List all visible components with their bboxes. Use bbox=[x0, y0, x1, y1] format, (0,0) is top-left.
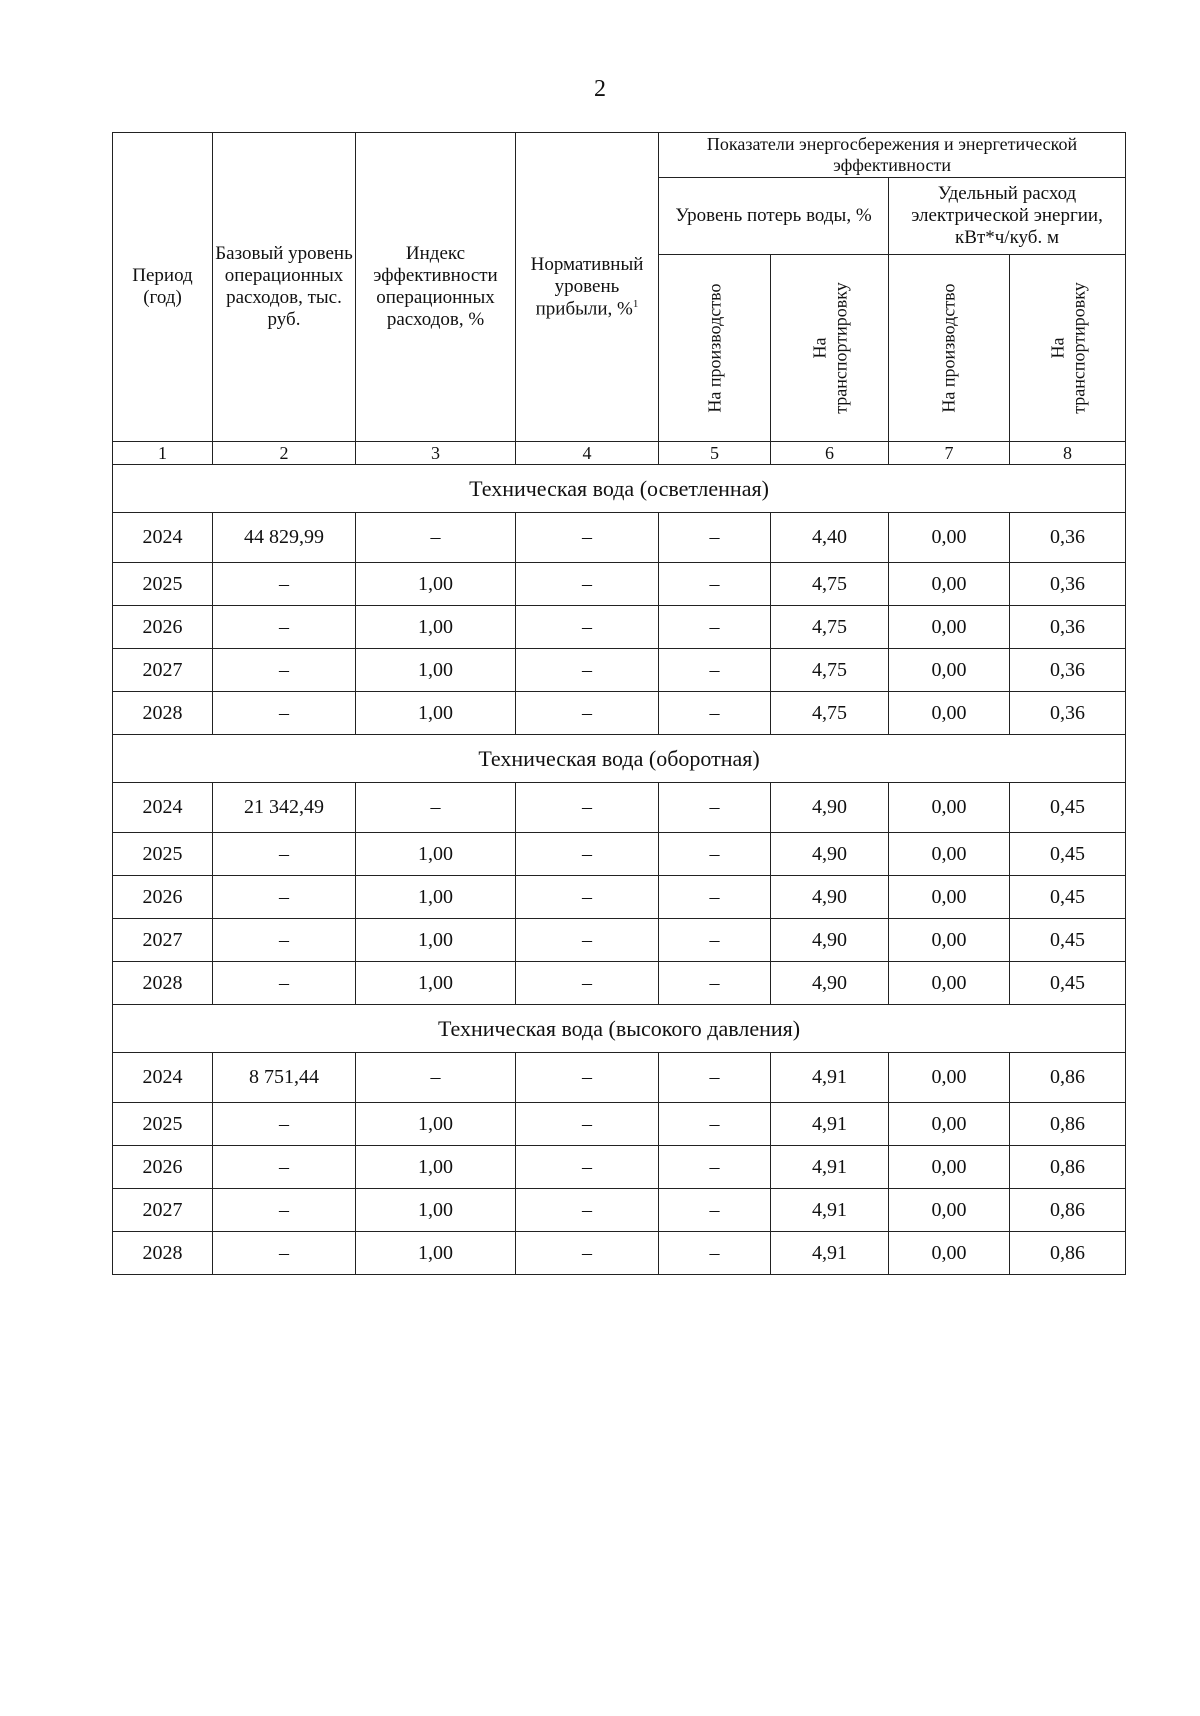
table-cell: – bbox=[516, 876, 659, 919]
table-cell: 1,00 bbox=[356, 649, 516, 692]
table-cell: 0,45 bbox=[1010, 919, 1126, 962]
table-cell: 1,00 bbox=[356, 563, 516, 606]
header-electricity-use: Удельный расход электрической энергии, кВт*ч/куб. м bbox=[889, 178, 1126, 255]
table-cell: 1,00 bbox=[356, 1146, 516, 1189]
table-cell: 8 751,44 bbox=[213, 1053, 356, 1103]
header-normative-profit-label: Нормативный уровень прибыли, % bbox=[530, 254, 644, 320]
column-number: 3 bbox=[356, 442, 516, 465]
table-cell: 44 829,99 bbox=[213, 513, 356, 563]
table-cell: 0,00 bbox=[889, 692, 1010, 735]
table-row bbox=[113, 649, 1126, 692]
section-row bbox=[113, 465, 1126, 513]
table-cell: – bbox=[213, 1232, 356, 1275]
table-cell: 4,90 bbox=[771, 919, 889, 962]
table-cell: 4,91 bbox=[771, 1146, 889, 1189]
table-row bbox=[113, 563, 1126, 606]
table-cell: – bbox=[356, 513, 516, 563]
table-cell: – bbox=[659, 649, 771, 692]
section-title: Техническая вода (осветленная) bbox=[113, 465, 1126, 513]
tariff-table bbox=[112, 132, 1126, 1275]
table-cell: – bbox=[659, 833, 771, 876]
table-cell: 0,00 bbox=[889, 962, 1010, 1005]
table-cell: 0,00 bbox=[889, 1103, 1010, 1146]
table-cell: – bbox=[213, 962, 356, 1005]
table-cell: 4,75 bbox=[771, 649, 889, 692]
table-cell: – bbox=[213, 1103, 356, 1146]
header-electricity-transport-label: На транспортировку bbox=[1046, 282, 1088, 414]
column-number: 2 bbox=[213, 442, 356, 465]
table-cell: – bbox=[213, 1146, 356, 1189]
column-number: 8 bbox=[1010, 442, 1126, 465]
section-title: Техническая вода (высокого давления) bbox=[113, 1005, 1126, 1053]
table-row bbox=[113, 1189, 1126, 1232]
header-water-loss-transport-label: На транспортировку bbox=[808, 282, 850, 414]
header-water-loss-production bbox=[659, 255, 771, 442]
table-cell: – bbox=[213, 606, 356, 649]
table-cell: – bbox=[213, 563, 356, 606]
table-cell: – bbox=[659, 563, 771, 606]
table-cell: – bbox=[516, 1103, 659, 1146]
table-row bbox=[113, 833, 1126, 876]
table-row bbox=[113, 919, 1126, 962]
table-cell: – bbox=[213, 692, 356, 735]
table-cell: 2025 bbox=[113, 833, 213, 876]
table-cell: – bbox=[516, 563, 659, 606]
table-cell: – bbox=[516, 1146, 659, 1189]
table-cell: 0,36 bbox=[1010, 606, 1126, 649]
table-header bbox=[113, 133, 1126, 465]
table-cell: 2028 bbox=[113, 692, 213, 735]
table-cell: 4,91 bbox=[771, 1053, 889, 1103]
table-cell: 1,00 bbox=[356, 876, 516, 919]
table-cell: – bbox=[516, 513, 659, 563]
table-cell: 0,45 bbox=[1010, 876, 1126, 919]
table-row bbox=[113, 962, 1126, 1005]
table-cell: 1,00 bbox=[356, 1189, 516, 1232]
header-water-loss: Уровень потерь воды, % bbox=[659, 178, 889, 255]
table-cell: 0,36 bbox=[1010, 513, 1126, 563]
table-cell: – bbox=[516, 1232, 659, 1275]
header-electricity-transport bbox=[1010, 255, 1126, 442]
table-cell: – bbox=[516, 1053, 659, 1103]
column-number: 6 bbox=[771, 442, 889, 465]
table-cell: – bbox=[659, 513, 771, 563]
header-efficiency-index: Индекс эффективности операционных расходов, % bbox=[356, 133, 516, 442]
table-cell: 0,36 bbox=[1010, 692, 1126, 735]
table-cell: – bbox=[516, 833, 659, 876]
table-cell: 0,00 bbox=[889, 1053, 1010, 1103]
table-cell: 2026 bbox=[113, 1146, 213, 1189]
table-cell: 2027 bbox=[113, 649, 213, 692]
table-cell: 0,00 bbox=[889, 649, 1010, 692]
header-water-loss-production-label: На производство bbox=[704, 283, 725, 413]
header-water-loss-transport bbox=[771, 255, 889, 442]
table-cell: 4,75 bbox=[771, 692, 889, 735]
table-cell: 4,40 bbox=[771, 513, 889, 563]
table-cell: – bbox=[213, 919, 356, 962]
section-row bbox=[113, 1005, 1126, 1053]
table-cell: 0,00 bbox=[889, 783, 1010, 833]
header-base-opex: Базовый уровень операционных расходов, тыс. руб. bbox=[213, 133, 356, 442]
table-cell: 0,36 bbox=[1010, 649, 1126, 692]
footnote-marker: 1 bbox=[632, 297, 639, 310]
page-number: 2 bbox=[594, 76, 606, 102]
header-electricity-production-label: На производство bbox=[938, 283, 959, 413]
table-cell: 2028 bbox=[113, 962, 213, 1005]
table-cell: 0,45 bbox=[1010, 783, 1126, 833]
table-cell: 0,00 bbox=[889, 1146, 1010, 1189]
table-cell: – bbox=[659, 962, 771, 1005]
table-cell: 2025 bbox=[113, 1103, 213, 1146]
table-row bbox=[113, 876, 1126, 919]
table-cell: – bbox=[659, 1189, 771, 1232]
table-cell: 1,00 bbox=[356, 692, 516, 735]
table-cell: 4,91 bbox=[771, 1189, 889, 1232]
table-cell: 0,86 bbox=[1010, 1146, 1126, 1189]
table-cell: – bbox=[659, 919, 771, 962]
table-cell: 4,90 bbox=[771, 783, 889, 833]
table-cell: – bbox=[659, 783, 771, 833]
table-cell: 0,00 bbox=[889, 1232, 1010, 1275]
table-cell: 0,86 bbox=[1010, 1232, 1126, 1275]
table-cell: – bbox=[659, 1053, 771, 1103]
table-row bbox=[113, 1232, 1126, 1275]
header-period: Период (год) bbox=[113, 133, 213, 442]
column-number: 5 bbox=[659, 442, 771, 465]
table-cell: 0,86 bbox=[1010, 1103, 1126, 1146]
header-electricity-production bbox=[889, 255, 1010, 442]
table-cell: 0,00 bbox=[889, 606, 1010, 649]
table-cell: 1,00 bbox=[356, 833, 516, 876]
table-cell: 2024 bbox=[113, 513, 213, 563]
table-cell: – bbox=[516, 606, 659, 649]
table-cell: 21 342,49 bbox=[213, 783, 356, 833]
table-cell: 0,00 bbox=[889, 1189, 1010, 1232]
table-cell: – bbox=[659, 606, 771, 649]
table-cell: 1,00 bbox=[356, 962, 516, 1005]
table-cell: – bbox=[213, 649, 356, 692]
table-cell: – bbox=[659, 876, 771, 919]
column-number: 7 bbox=[889, 442, 1010, 465]
table-row bbox=[113, 692, 1126, 735]
table-cell: 2024 bbox=[113, 1053, 213, 1103]
table-cell: 0,36 bbox=[1010, 563, 1126, 606]
table-cell: 2027 bbox=[113, 919, 213, 962]
table-cell: 4,91 bbox=[771, 1103, 889, 1146]
table-cell: 4,91 bbox=[771, 1232, 889, 1275]
table-cell: – bbox=[213, 833, 356, 876]
table-cell: 4,90 bbox=[771, 876, 889, 919]
column-number-row bbox=[113, 442, 1126, 465]
table-cell: – bbox=[659, 1146, 771, 1189]
table-cell: – bbox=[516, 692, 659, 735]
header-normative-profit bbox=[516, 133, 659, 442]
table-cell: 0,00 bbox=[889, 833, 1010, 876]
table-cell: – bbox=[659, 1232, 771, 1275]
table-cell: 1,00 bbox=[356, 606, 516, 649]
table-cell: 2024 bbox=[113, 783, 213, 833]
table-row bbox=[113, 513, 1126, 563]
table-body bbox=[113, 465, 1126, 1275]
table-cell: 4,90 bbox=[771, 833, 889, 876]
table-cell: 2025 bbox=[113, 563, 213, 606]
table-cell: 2026 bbox=[113, 606, 213, 649]
table-cell: 0,86 bbox=[1010, 1189, 1126, 1232]
table-cell: 0,00 bbox=[889, 876, 1010, 919]
table-cell: 2026 bbox=[113, 876, 213, 919]
table-row bbox=[113, 783, 1126, 833]
section-title: Техническая вода (оборотная) bbox=[113, 735, 1126, 783]
table-cell: 4,75 bbox=[771, 563, 889, 606]
table-row bbox=[113, 1053, 1126, 1103]
table-row bbox=[113, 606, 1126, 649]
table-cell: 0,45 bbox=[1010, 833, 1126, 876]
table-cell: 2027 bbox=[113, 1189, 213, 1232]
table-cell: – bbox=[516, 1189, 659, 1232]
table-cell: 1,00 bbox=[356, 1103, 516, 1146]
table-cell: 1,00 bbox=[356, 919, 516, 962]
column-number: 4 bbox=[516, 442, 659, 465]
table-cell: 1,00 bbox=[356, 1232, 516, 1275]
table-cell: – bbox=[516, 783, 659, 833]
table-cell: 0,86 bbox=[1010, 1053, 1126, 1103]
header-energy-group: Показатели энергосбережения и энергетической эффективности bbox=[659, 133, 1126, 178]
table-cell: – bbox=[516, 649, 659, 692]
table-cell: 0,45 bbox=[1010, 962, 1126, 1005]
column-number: 1 bbox=[113, 442, 213, 465]
table-cell: – bbox=[516, 962, 659, 1005]
table-cell: 2028 bbox=[113, 1232, 213, 1275]
table-cell: – bbox=[213, 1189, 356, 1232]
table-row bbox=[113, 1146, 1126, 1189]
table-cell: 4,75 bbox=[771, 606, 889, 649]
table-cell: – bbox=[356, 1053, 516, 1103]
table-cell: 0,00 bbox=[889, 919, 1010, 962]
table-cell: – bbox=[659, 692, 771, 735]
table-cell: – bbox=[659, 1103, 771, 1146]
table-cell: 0,00 bbox=[889, 513, 1010, 563]
table-cell: 0,00 bbox=[889, 563, 1010, 606]
section-row bbox=[113, 735, 1126, 783]
table-cell: 4,90 bbox=[771, 962, 889, 1005]
table-row bbox=[113, 1103, 1126, 1146]
table-cell: – bbox=[213, 876, 356, 919]
table-cell: – bbox=[516, 919, 659, 962]
table-cell: – bbox=[356, 783, 516, 833]
